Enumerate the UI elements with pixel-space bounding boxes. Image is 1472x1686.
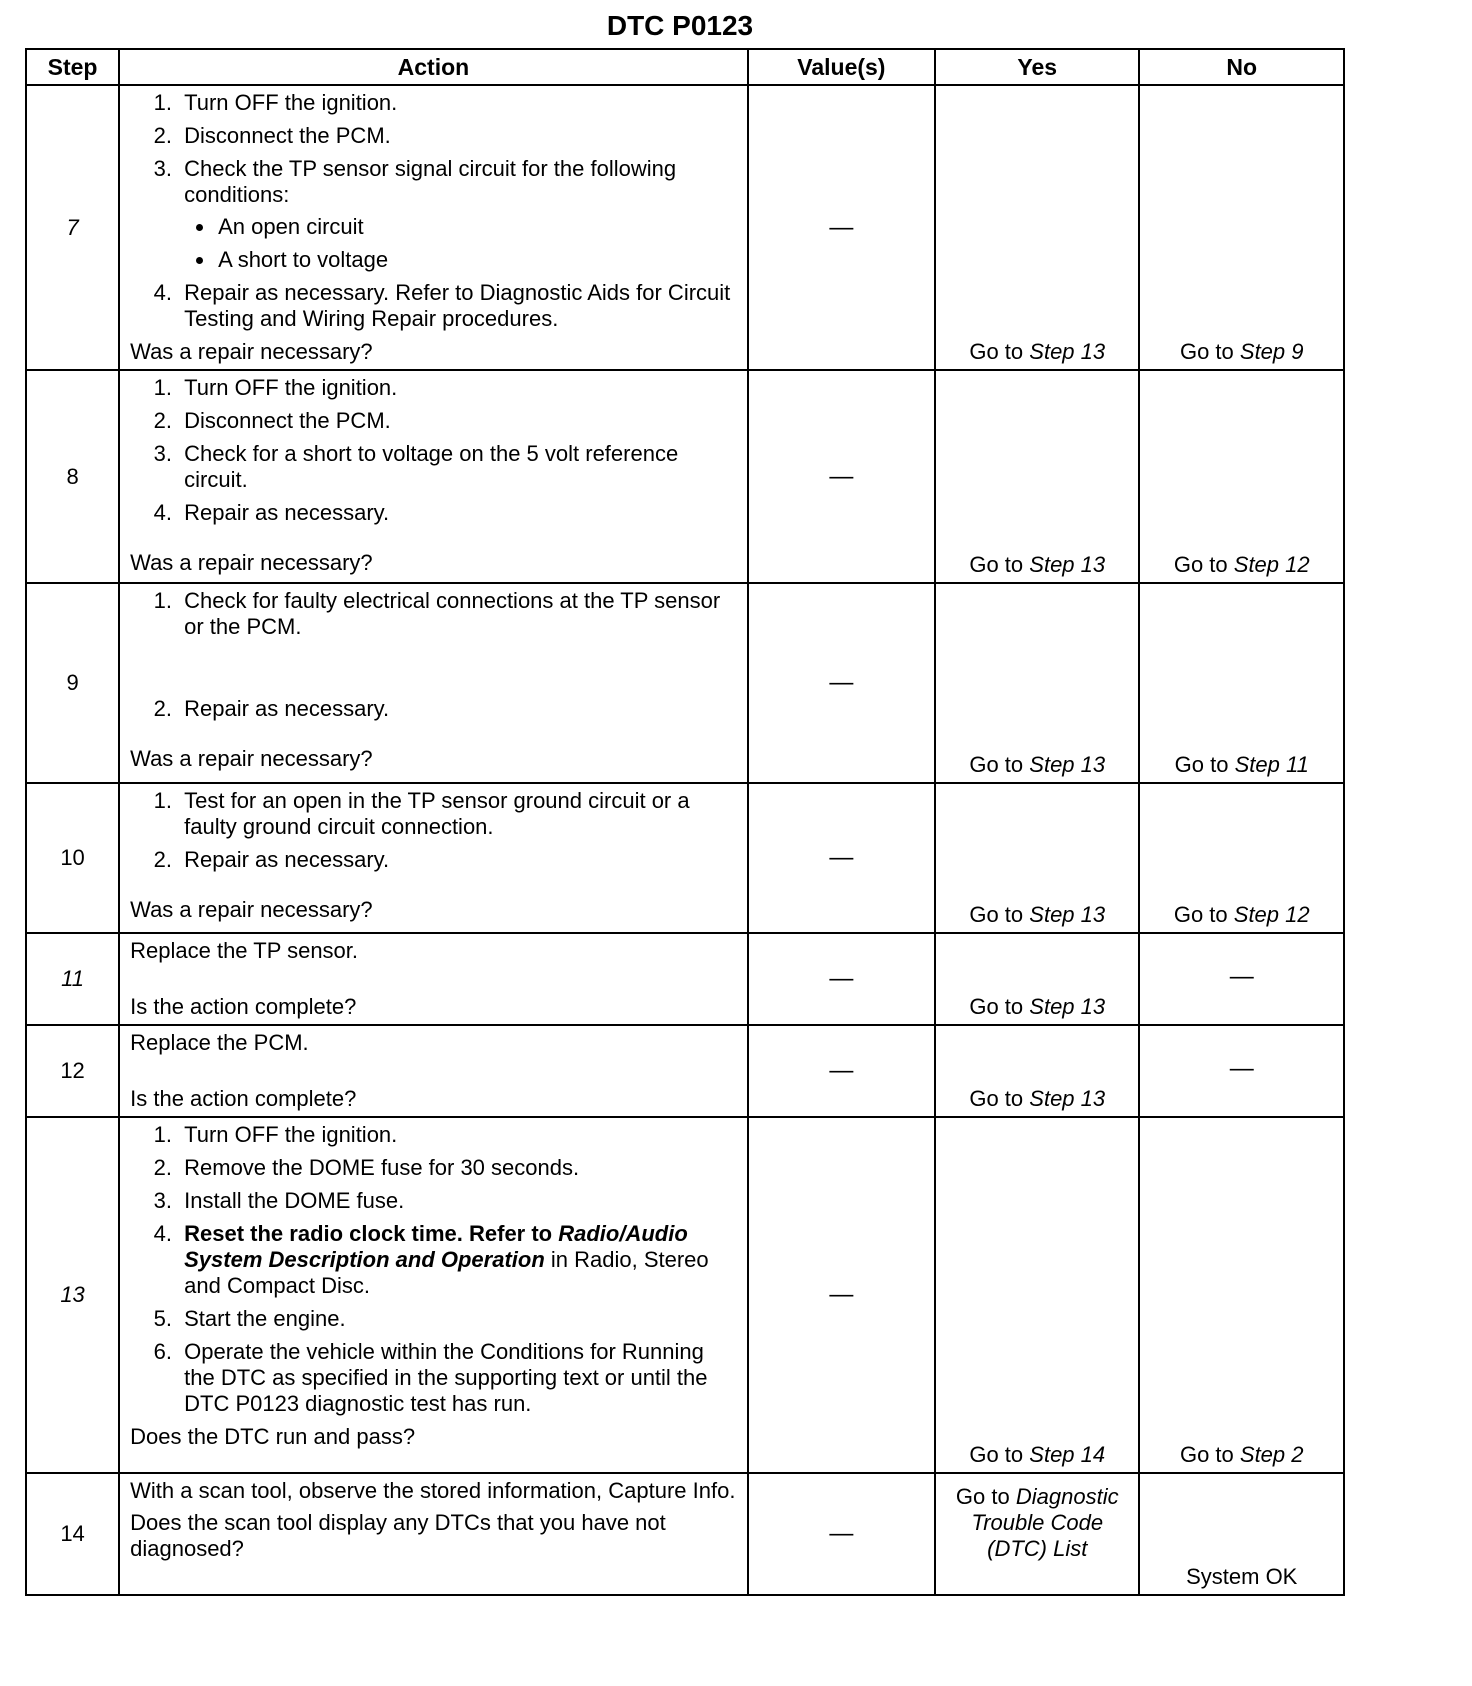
no-cell: Go to Step 9 xyxy=(1139,85,1344,370)
header-action: Action xyxy=(119,49,748,85)
step-number: 10 xyxy=(26,783,119,933)
diagnostic-table xyxy=(25,48,1345,1596)
value-cell: — xyxy=(748,1025,935,1117)
question-text: Does the DTC run and pass? xyxy=(130,1424,416,1449)
table-header-row xyxy=(26,49,1344,85)
yes-cell: Go to Step 13 xyxy=(935,933,1139,1025)
no-cell: — xyxy=(1139,1025,1344,1117)
header-step: Step xyxy=(26,49,119,85)
action-step: 1. Turn OFF the ignition. xyxy=(178,90,739,116)
question-text: Was a repair necessary? xyxy=(130,550,373,575)
value-cell: — xyxy=(748,85,935,370)
yes-cell: Go to Step 13 xyxy=(935,85,1139,370)
no-cell: System OK xyxy=(1139,1473,1344,1595)
value-cell: — xyxy=(748,1117,935,1473)
question-text: Is the action complete? xyxy=(130,994,357,1019)
no-cell: Go to Step 11 xyxy=(1139,583,1344,783)
no-cell: Go to Step 12 xyxy=(1139,783,1344,933)
action-cell xyxy=(119,85,748,370)
action-cell xyxy=(119,1473,748,1595)
action-steps xyxy=(130,375,739,526)
question-text: Was a repair necessary? xyxy=(130,339,373,364)
no-cell: Go to Step 12 xyxy=(1139,370,1344,583)
action-step-text: Check the TP sensor signal circuit for the following conditions: xyxy=(184,156,677,207)
value-cell: — xyxy=(748,933,935,1025)
value-cell: — xyxy=(748,370,935,583)
action-step: 3. Check for a short to voltage on the 5 volt reference circuit. xyxy=(178,441,739,493)
yes-cell: Go to Diagnostic Trouble Code (DTC) List xyxy=(935,1473,1139,1595)
table-row xyxy=(26,783,1344,933)
step-number: 14 xyxy=(26,1473,119,1595)
action-step: 1. Check for faulty electrical connections at the TP sensor or the PCM. xyxy=(178,588,739,640)
question-text: Is the action complete? xyxy=(130,1086,357,1111)
action-cell xyxy=(119,1025,748,1117)
action-step xyxy=(178,156,739,273)
step-number: 13 xyxy=(26,1117,119,1473)
action-steps xyxy=(130,788,739,873)
table-row xyxy=(26,933,1344,1025)
action-text: Replace the TP sensor. xyxy=(130,938,359,963)
action-steps xyxy=(130,1122,739,1417)
yes-cell: Go to Step 13 xyxy=(935,783,1139,933)
question-text: Was a repair necessary? xyxy=(130,746,373,771)
page-title: DTC P0123 xyxy=(606,10,754,41)
action-step: 2. Remove the DOME fuse for 30 seconds. xyxy=(178,1155,739,1181)
question-text: Does the scan tool display any DTCs that you have not diagnosed? xyxy=(130,1510,666,1561)
step-number: 8 xyxy=(26,370,119,583)
action-step: 4. Repair as necessary. xyxy=(178,500,739,526)
action-step: 1. Turn OFF the ignition. xyxy=(178,1122,739,1148)
table-row xyxy=(26,583,1344,783)
step-number: 7 xyxy=(26,85,119,370)
action-cell xyxy=(119,583,748,783)
value-cell: — xyxy=(748,583,935,783)
yes-cell: Go to Step 13 xyxy=(935,583,1139,783)
action-step: 2. Disconnect the PCM. xyxy=(178,123,739,149)
action-step: 5. Start the engine. xyxy=(178,1306,739,1332)
action-step: 2. Disconnect the PCM. xyxy=(178,408,739,434)
value-cell: — xyxy=(748,1473,935,1595)
step-number: 11 xyxy=(26,933,119,1025)
action-step: 2. Repair as necessary. xyxy=(178,696,739,722)
value-cell: — xyxy=(748,783,935,933)
header-no: No xyxy=(1139,49,1344,85)
action-step: 4. Repair as necessary. Refer to Diagnostic Aids for Circuit Testing and Wiring Repair procedures. xyxy=(178,280,739,332)
yes-cell: Go to Step 13 xyxy=(935,370,1139,583)
action-step: 1. Turn OFF the ignition. xyxy=(178,375,739,401)
action-text: Replace the PCM. xyxy=(130,1030,309,1055)
table-row xyxy=(26,370,1344,583)
no-cell: — xyxy=(1139,933,1344,1025)
action-cell xyxy=(119,1117,748,1473)
action-cell xyxy=(119,783,748,933)
action-text: With a scan tool, observe the stored information, Capture Info. xyxy=(130,1478,736,1503)
condition-list xyxy=(184,214,739,273)
header-values: Value(s) xyxy=(748,49,935,85)
yes-cell: Go to Step 13 xyxy=(935,1025,1139,1117)
condition-item: • An open circuit xyxy=(216,214,739,240)
table-row xyxy=(26,1473,1344,1595)
action-cell xyxy=(119,370,748,583)
step-number: 9 xyxy=(26,583,119,783)
action-step: 2. Repair as necessary. xyxy=(178,847,739,873)
question-text: Was a repair necessary? xyxy=(130,897,373,922)
header-yes: Yes xyxy=(935,49,1139,85)
action-step: 6. Operate the vehicle within the Conditions for Running the DTC as specified in the supporting text or until the DTC P0123 diagnostic test has run. xyxy=(178,1339,739,1417)
action-step: 3. Install the DOME fuse. xyxy=(178,1188,739,1214)
action-cell xyxy=(119,933,748,1025)
action-step: 4. Reset the radio clock time. Refer to Radio/Audio System Description and Operation in Radio, Stereo and Compact Disc. xyxy=(178,1221,739,1299)
condition-item: • A short to voltage xyxy=(216,247,739,273)
table-row xyxy=(26,85,1344,370)
action-steps xyxy=(130,90,739,332)
action-steps xyxy=(130,588,739,722)
no-cell: Go to Step 2 xyxy=(1139,1117,1344,1473)
table-row xyxy=(26,1025,1344,1117)
action-step: 1. Test for an open in the TP sensor ground circuit or a faulty ground circuit connection. xyxy=(178,788,739,840)
step-number: 12 xyxy=(26,1025,119,1117)
yes-cell: Go to Step 14 xyxy=(935,1117,1139,1473)
table-row xyxy=(26,1117,1344,1473)
